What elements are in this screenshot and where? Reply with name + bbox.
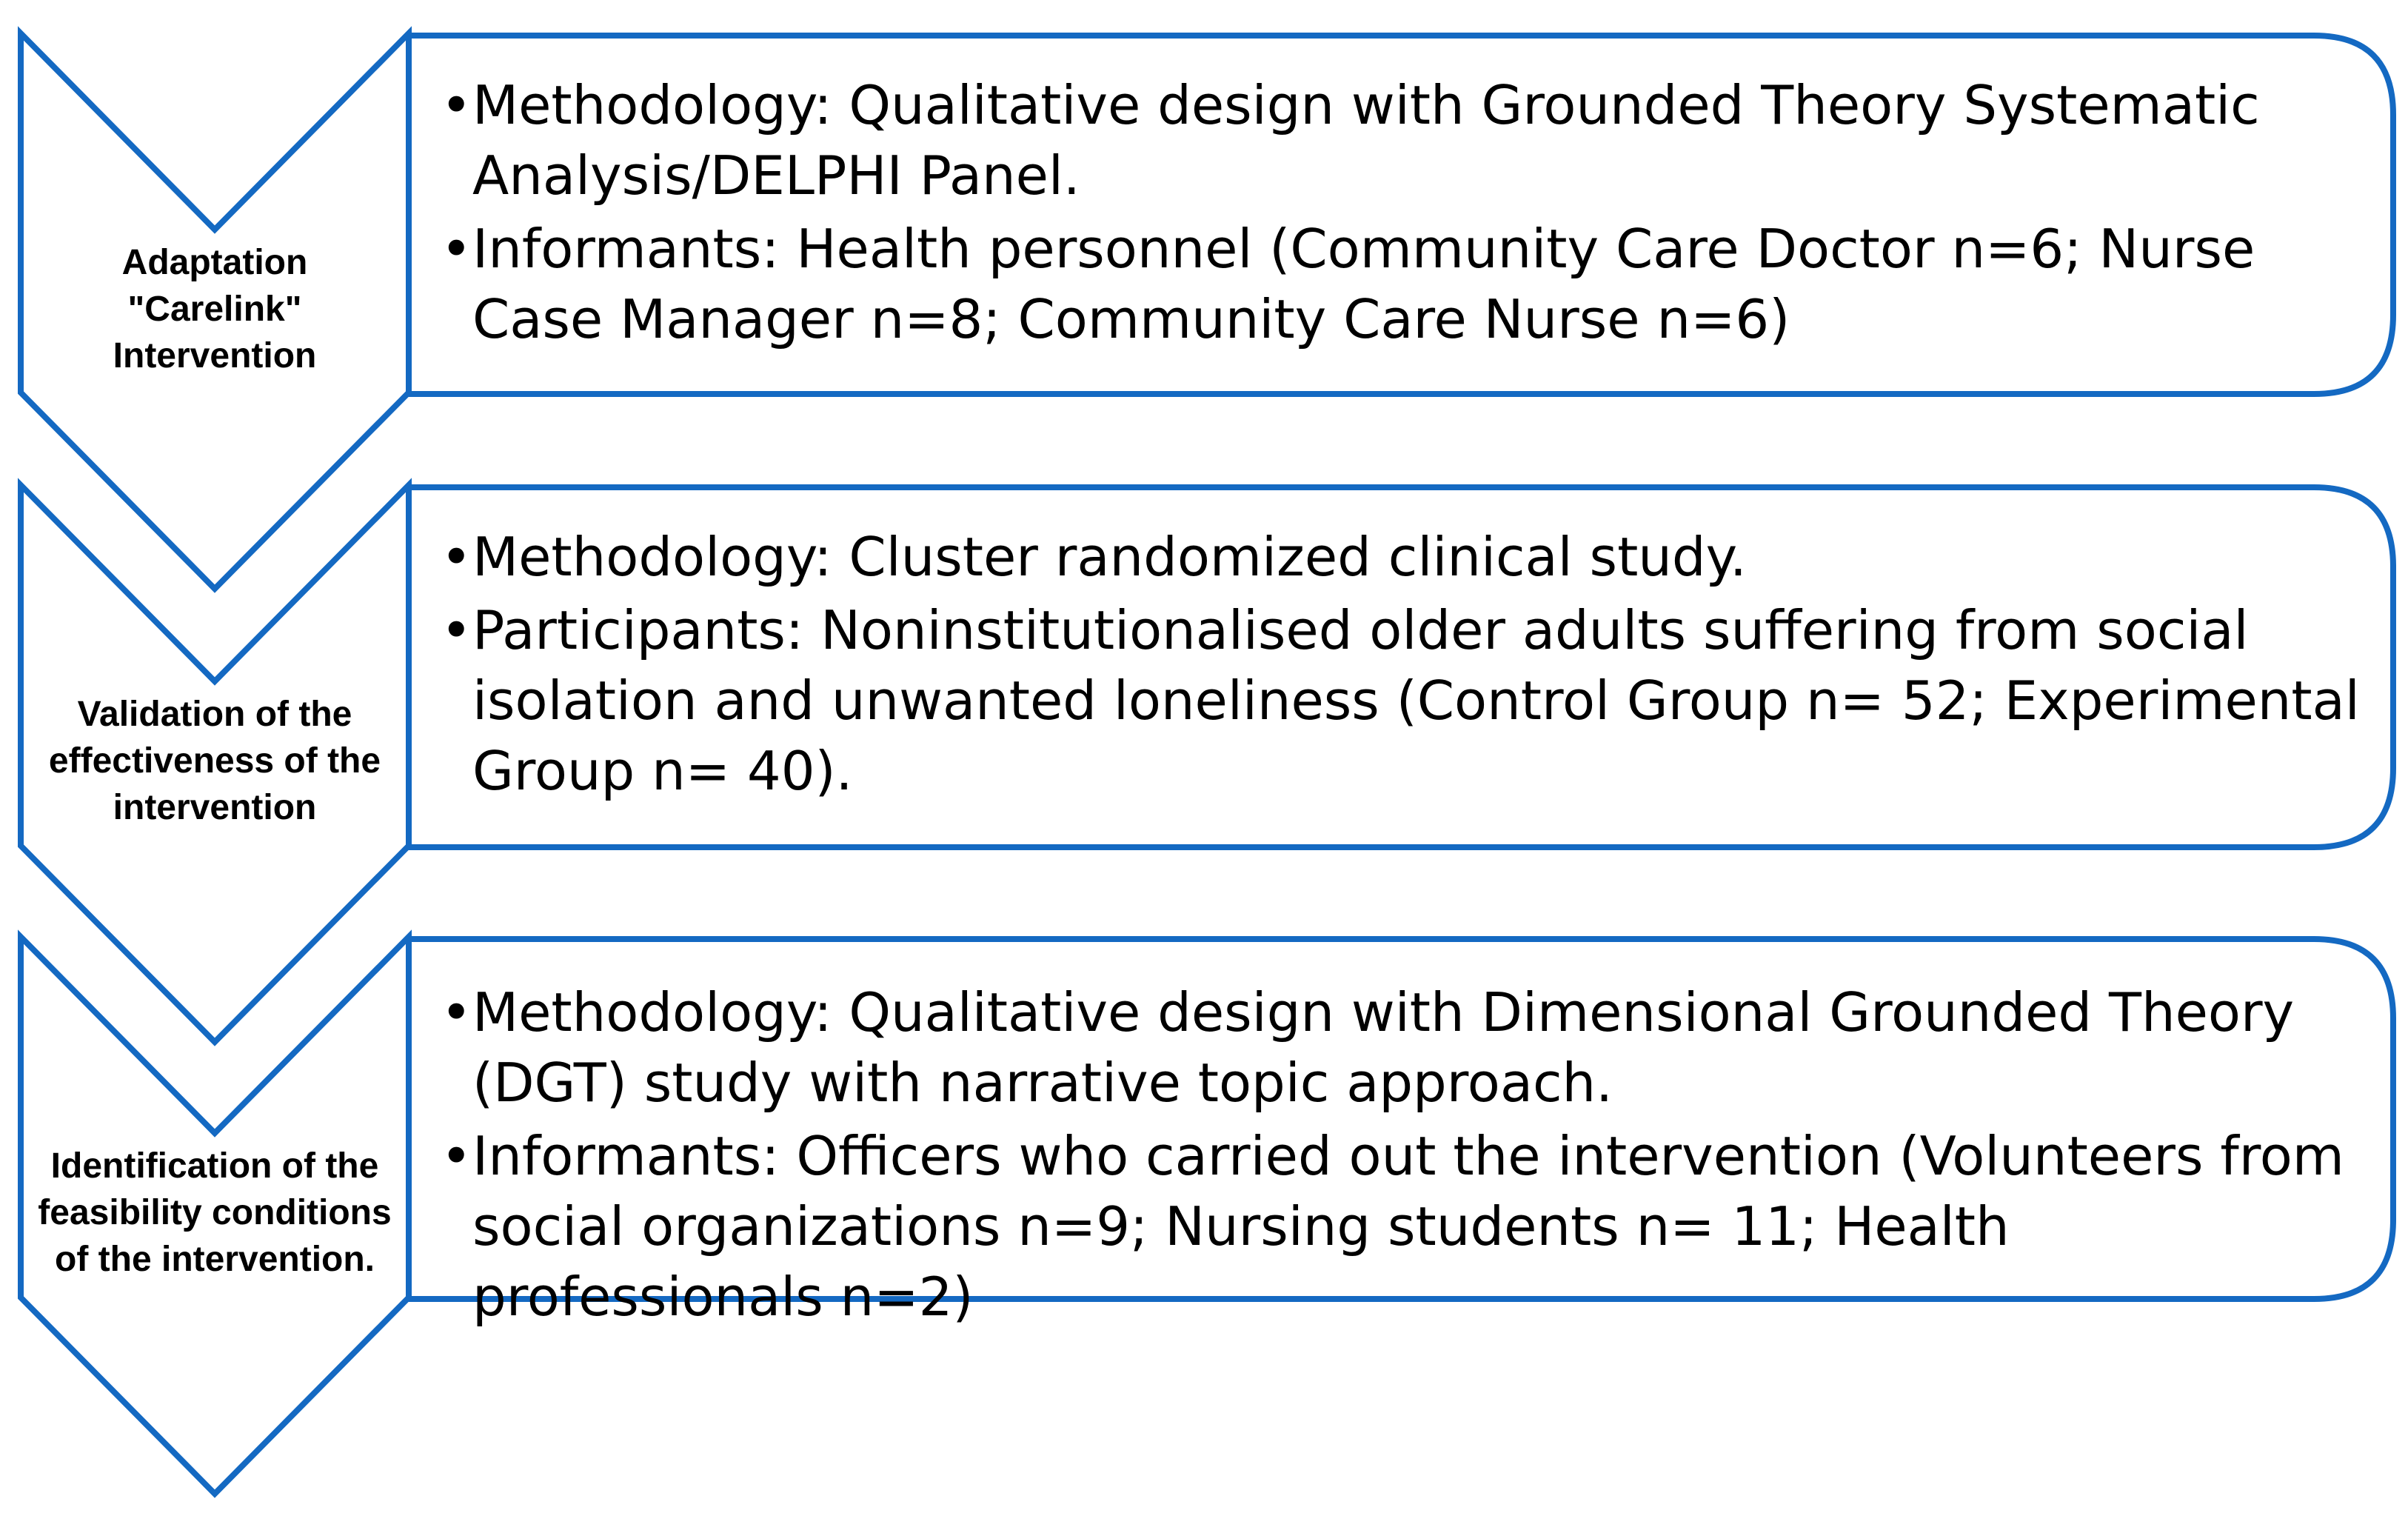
stage-3-methodology-text: Methodology: Qualitative design with Dimensional Grounded Theory (DGT) study with narrative topic approach. bbox=[472, 981, 2295, 1114]
stage-3-label: Identification of the feasibility conditions of the intervention. bbox=[38, 1146, 392, 1279]
stage-3-methodology-item bbox=[441, 978, 2366, 1118]
bullet-icon: • bbox=[441, 1125, 472, 1187]
stage-3-details bbox=[441, 978, 2366, 1335]
bullet-icon: • bbox=[441, 981, 472, 1043]
stage-2-methodology-item bbox=[441, 522, 2366, 592]
stage-3-informants-item bbox=[441, 1121, 2366, 1332]
stage-1-label: Adaptation "Carelink" Intervention bbox=[113, 243, 317, 375]
stage-1-informants-item bbox=[441, 214, 2366, 355]
stage-2-details bbox=[441, 522, 2366, 809]
bullet-icon: • bbox=[441, 526, 472, 588]
stage-2-participants-text: Participants: Noninstitutionalised older adults suffering from social isolation and unwanted loneliness (Control Group n= 52; Experimental Group n= 40). bbox=[472, 599, 2360, 802]
bullet-icon: • bbox=[441, 74, 472, 136]
stage-1-methodology-item bbox=[441, 70, 2366, 211]
stage-1-informants-text: Informants: Health personnel (Community Care Doctor n=6; Nurse Case Manager n=8; Community Care Nurse n=6) bbox=[472, 218, 2255, 350]
stage-2-label: Validation of the effectiveness of the intervention bbox=[48, 695, 381, 827]
stage-1-details bbox=[441, 70, 2366, 358]
stage-2-methodology-text: Methodology: Cluster randomized clinical study. bbox=[472, 526, 1747, 588]
stage-3-informants-text: Informants: Officers who carried out the intervention (Volunteers from social organizations n=9; Nursing students n= 11; Health professionals n=2) bbox=[472, 1125, 2344, 1328]
stage-2-participants-item bbox=[441, 595, 2366, 806]
bullet-icon: • bbox=[441, 218, 472, 280]
stage-1-methodology-text: Methodology: Qualitative design with Grounded Theory Systematic Analysis/DELPHI Panel. bbox=[472, 74, 2260, 207]
bullet-icon: • bbox=[441, 599, 472, 661]
